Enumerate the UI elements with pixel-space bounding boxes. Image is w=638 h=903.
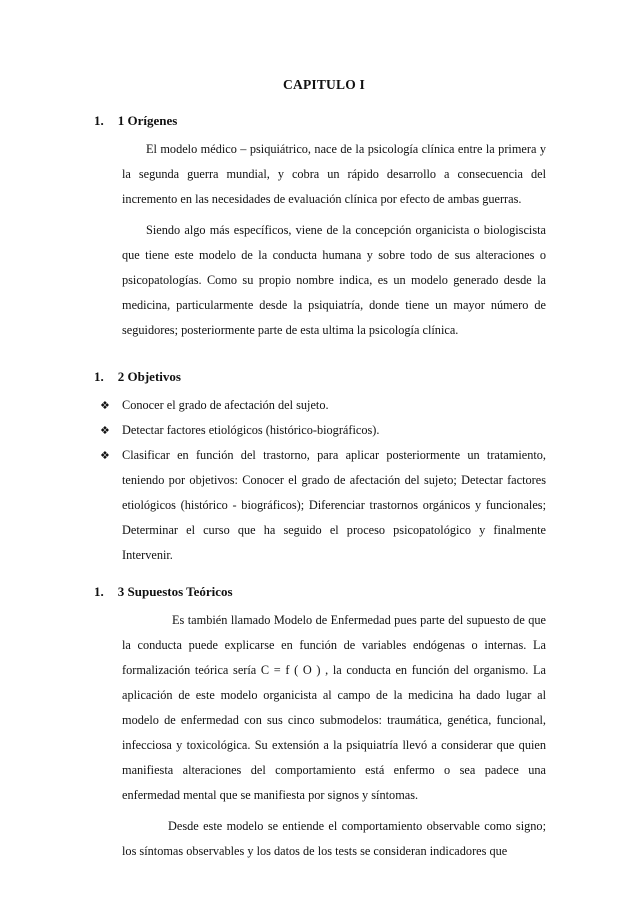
section-number: 1. <box>94 113 104 128</box>
section-title: 1 Orígenes <box>117 113 178 128</box>
list-item-text: Detectar factores etiológicos (histórico-biográficos). <box>122 423 380 437</box>
diamond-bullet-icon: ❖ <box>100 424 110 437</box>
section-title: 3 Supuestos Teóricos <box>117 584 233 599</box>
paragraph: El modelo médico – psiquiátrico, nace de la psicología clínica entre la primera y la segunda guerra mundial, y cobra un rápido desarrollo a consecuencia del incremento en las necesidades de evaluación clínica por efecto de ambas guerras. <box>122 142 546 206</box>
section-heading-objetivos <box>94 369 546 385</box>
list-item <box>100 393 546 418</box>
paragraph: Es también llamado Modelo de Enfermedad pues parte del supuesto de que la conducta puede explicarse en función de variables endógenas o internas. La formalización teórica sería C = f ( O ) , la conducta en función del organismo. La aplicación de este modelo organicista al campo de la medicina ha dado lugar al modelo de enfermedad con sus cinco submodelos: traumática, genética, funcional, infecciosa y toxicológica. Su extensión a la psiquiatría llevó a considerar que quien manifiesta alteraciones del comportamiento está enfermo o sea padece una enfermedad mental que se manifiesta por signos y síntomas. <box>122 613 546 802</box>
section-title: 2 Objetivos <box>117 369 181 384</box>
chapter-title: CAPITULO I <box>283 77 365 92</box>
objectives-list <box>94 393 546 568</box>
section-number: 1. <box>94 584 104 599</box>
paragraph: Desde este modelo se entiende el comportamiento observable como signo; los síntomas observables y los datos de los tests se consideran indicadores que <box>122 819 546 858</box>
paragraph: Siendo algo más específicos, viene de la concepción organicista o biologiscista que tiene este modelo de la conducta humana y sobre todo de sus alteraciones o psicopatologías. Como su propio nombre indica, es un modelo generado desde la medicina, particularmente desde la psiquiatría, donde tiene un mayor número de seguidores; posteriormente parte de esta ultima la psicología clínica. <box>122 223 546 337</box>
list-item <box>100 443 546 568</box>
section-heading-supuestos-teoricos <box>94 584 546 600</box>
list-item-text: Clasificar en función del trastorno, para aplicar posteriormente un tratamiento, teniendo por objetivos: Conocer el grado de afectación del sujeto; Detectar factores etiológicos (histórico - biográficos); Diferenciar trastornos orgánicos y funcionales; Determinar el curso que ha seguido el proceso psicopatológico y finalmente Intervenir. <box>122 448 546 562</box>
list-item <box>100 418 546 443</box>
section-number: 1. <box>94 369 104 384</box>
diamond-bullet-icon: ❖ <box>100 399 110 412</box>
list-item-text: Conocer el grado de afectación del sujeto. <box>122 398 329 412</box>
section-heading-origenes <box>94 113 546 129</box>
diamond-bullet-icon: ❖ <box>100 449 110 462</box>
